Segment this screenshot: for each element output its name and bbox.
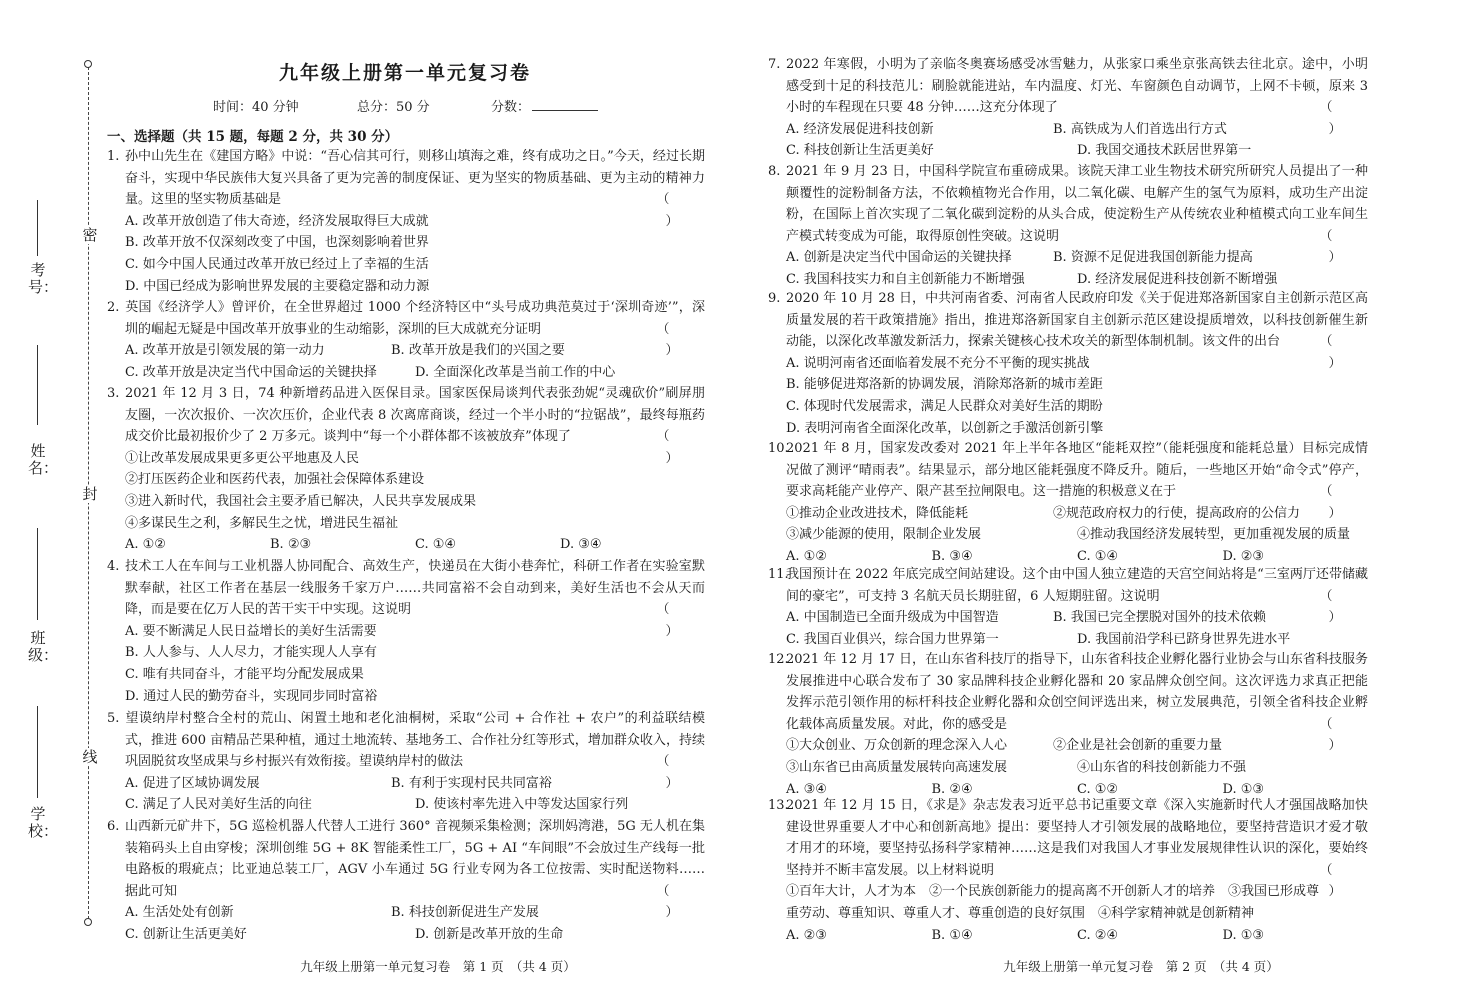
option-d[interactable]: D. 我国前沿学科已跻身世界先进水平 xyxy=(1077,631,1291,647)
exam-title: 九年级上册第一单元复习卷 xyxy=(278,62,531,84)
option-c[interactable]: C. ②④ xyxy=(1077,927,1119,943)
question-stem: 2022 年寒假，小明为了亲临冬奥赛场感受冰雪魅力，从张家口乘坐京张高铁去往北京。途中，小明感受到十足的科技范儿：刷脸就能进站，车内温度、灯光、车窗颜色自动调节，上网不卡顿，原来 3 小时的车程现在只要 48 分钟……这充分体现了 xyxy=(786,57,1368,116)
option-d[interactable]: D. ①③ xyxy=(1222,781,1265,797)
option-d[interactable]: D. 表明河南省全面深化改革，以创新之手激活创新引擎 xyxy=(786,420,1104,436)
statement-1: ①推动企业改进技术，降低能耗 xyxy=(786,505,969,521)
seal-line-top-dot xyxy=(84,60,92,68)
question-number: 13. xyxy=(768,798,789,813)
option-c[interactable]: C. 如今中国人民通过改革开放已经过上了幸福的生活 xyxy=(125,256,429,272)
option-b[interactable]: B. 人人参与、人人尽力，才能实现人人享有 xyxy=(125,645,377,661)
option-c[interactable]: C. 科技创新让生活更美好 xyxy=(786,143,934,159)
question-3 xyxy=(107,383,705,556)
option-c[interactable]: C. 我国科技实力和自主创新能力不断增强 xyxy=(786,271,1025,287)
option-c[interactable]: C. 满足了人民对美好生活的向往 xyxy=(125,797,312,813)
question-number: 1. xyxy=(107,149,120,164)
option-d[interactable]: D. 创新是改革开放的生命 xyxy=(415,926,564,942)
option-a[interactable]: A. 要不断满足人民日益增长的美好生活需要 xyxy=(125,623,377,639)
question-stem: 我国预计在 2022 年底完成空间站建设。这个由中国人独立建造的天宫空间站将是“三室两厅还带储藏间的豪宅”，可支持 3 名航天员长期驻留，6 人短期驻留。这说明 xyxy=(786,567,1368,604)
option-d[interactable]: D. 经济发展促进科技创新不断增强 xyxy=(1077,271,1278,287)
question-stem: 英国《经济学人》曾评价，在全世界超过 1000 个经济特区中“头号成功典范莫过于‘深圳奇迹’”，深圳的崛起无疑是中国改革开放事业的生动缩影，深圳的巨大成就充分证明 xyxy=(125,300,705,337)
seal-char-mi: 密 xyxy=(82,226,98,244)
option-a[interactable]: A. 改革开放创造了伟大奇迹，经济发展取得巨大成就 xyxy=(125,213,429,229)
question-7 xyxy=(768,54,1368,162)
answer-bracket[interactable]: （ ） xyxy=(1319,716,1360,754)
question-stem: 2021 年 12 月 15 日，《求是》杂志发表习近平总书记重要文章《深入实施新时代人才强国战略加快建设世界重要人才中心和创新高地》提出：要坚持人才引领发展的战略地位，要坚持营造识才爱才敬才用才的环境，要坚持弘扬科学家精神……这是我们对我国人才事业发展规律性认识的深化，要始终坚持并不断丰富发展。以上材料说明 xyxy=(786,798,1368,878)
question-10 xyxy=(768,438,1368,568)
answer-bracket[interactable]: （ ） xyxy=(656,602,697,639)
option-b[interactable]: B. 我国已完全摆脱对国外的技术依赖 xyxy=(1053,610,1266,626)
statement-4: ④多谋民生之利，多解民生之忧，增进民生福祉 xyxy=(125,515,399,531)
option-a[interactable]: A. 创新是决定当代中国命运的关键抉择 xyxy=(786,250,1012,266)
question-stem: 技术工人在车间与工业机器人协同配合、高效生产，快递员在大街小巷奔忙，科研工作者在实验室默默奉献，社区工作者在基层一线服务千家万户……共同富裕不会自动到来，美好生活也不会从天而降，而是要在亿万人民的苦干实干中实现。这说明 xyxy=(125,559,705,618)
answer-bracket[interactable]: （ ） xyxy=(656,883,697,921)
exam-time: 时间：40 分钟 xyxy=(213,100,299,115)
answer-bracket[interactable]: （ ） xyxy=(656,429,697,466)
question-number: 9. xyxy=(768,291,781,306)
option-c[interactable]: C. 我国百业俱兴，综合国力世界第一 xyxy=(786,631,999,647)
question-number: 3. xyxy=(107,386,120,401)
option-d[interactable]: D. 全面深化改革是当前工作的中心 xyxy=(415,364,616,380)
question-2 xyxy=(107,297,705,383)
statement-1: ①大众创业、万众创新的理念深入人心 xyxy=(786,738,1008,754)
question-number: 2. xyxy=(107,300,120,315)
student-name-blank[interactable] xyxy=(37,345,38,425)
statement-2: ②企业是社会创新的重要力量 xyxy=(1053,738,1223,754)
option-a[interactable]: A. ①② xyxy=(125,537,166,553)
option-b[interactable]: B. 高铁成为人们首选出行方式 xyxy=(1053,121,1227,137)
class-blank[interactable] xyxy=(37,528,38,620)
option-c[interactable]: C. ①② xyxy=(1077,781,1119,797)
question-6 xyxy=(107,816,705,946)
question-1 xyxy=(107,146,705,297)
question-number: 6. xyxy=(107,819,120,834)
option-b[interactable]: B. ②④ xyxy=(931,781,973,797)
exam-number-blank[interactable] xyxy=(37,200,38,256)
question-number: 8. xyxy=(768,164,781,179)
option-a[interactable]: A. 经济发展促进科技创新 xyxy=(786,121,934,137)
answer-bracket[interactable]: （ ） xyxy=(1319,334,1360,371)
option-b[interactable]: B. 有利于实现村民共同富裕 xyxy=(391,775,552,791)
statement-3: ③减少能源的使用，限制企业发展 xyxy=(786,527,982,543)
seal-line-bottom-dot xyxy=(84,918,92,926)
option-b[interactable]: B. 能够促进郑洛新的协调发展，消除郑洛新的城市差距 xyxy=(786,377,1103,393)
question-9 xyxy=(768,288,1368,439)
score-label: 分数： xyxy=(491,100,531,115)
question-stem: 孙中山先生在《建国方略》中说：“吾心信其可行，则移山填海之难，终有成功之日。”今天，经过长期奋斗，实现中华民族伟大复兴具备了更为完善的制度保证、更为坚实的物质基础、更为主动的精神力量。这里的坚实物质基础是 xyxy=(125,149,705,208)
question-stem: 山西新元矿井下，5G 巡检机器人代替人工进行 360° 音视频采集检测；深圳妈湾港，5G 无人机在集装箱码头上自由穿梭；深圳创维 5G + 8K 智能柔性工厂，5G + AI “车间眼”不会放过生产线每一批电路板的瑕疵点；比亚迪总装工厂，AGV 小车通过 5G 行业专网为各工位按需、实时配送物料……据此可知 xyxy=(125,819,705,899)
statement-1: ①让改革发展成果更多更公平地惠及人民 xyxy=(125,450,360,466)
statement-2: ②打压医药企业和医药代表，加强社会保障体系建设 xyxy=(125,472,425,488)
school-label: 学校： xyxy=(28,805,59,840)
page-footer: 九年级上册第一单元复习卷 第 1 页 （共 4 页） xyxy=(300,959,576,974)
question-stem: 2021 年 9 月 23 日，中国科学院宣布重磅成果。该院天津工业生物技术研究所研究人员提出了一种颠覆性的淀粉制备方法，不依赖植物光合作用，以二氧化碳、电解产生的氢气为原料，成功生产出淀粉，在国际上首次实现了二氧化碳到淀粉的从头合成，使淀粉生产从传统农业种植模式向工业车间生产模式转变成为可能，取得原创性突破。这说明 xyxy=(786,164,1368,244)
question-stem: 2021 年 12 月 3 日，74 种新增药品进入医保目录。国家医保局谈判代表张劲妮“灵魂砍价”刷屏朋友圈，一次次报价、一次次压价，企业代表 8 次离席商谈，经过一个半小时的“拉锯战”，最终每瓶药成交价比最初报价少了 2 万多元。谈判中“每一个小群体都不该被放弃”体现了 xyxy=(125,386,705,445)
option-d[interactable]: D. 通过人民的勤劳奋斗，实现同步同时富裕 xyxy=(125,688,378,704)
option-d[interactable]: D. 我国交通技术跃居世界第一 xyxy=(1077,143,1252,159)
option-b[interactable]: B. 改革开放是我们的兴国之要 xyxy=(391,343,565,359)
question-stem: 2021 年 12 月 17 日，在山东省科技厅的指导下，山东省科技企业孵化器行业协会与山东省科技服务发展推进中心联合发布了 30 家品牌科技企业孵化器和 20 家品牌众创空间。这次评选力求真正把能发挥示范引领作用的标杆科技企业孵化器和众创空间评选出来，树立发展典范，引领全省科技企业孵化载体高质量发展。对此，你的感受是 xyxy=(786,652,1368,732)
option-d[interactable]: D. ②③ xyxy=(1222,548,1265,564)
option-c[interactable]: C. ①④ xyxy=(415,537,457,553)
answer-bracket[interactable]: （ ） xyxy=(1319,862,1360,900)
answer-bracket[interactable]: （ ） xyxy=(656,192,697,229)
option-c[interactable]: C. 体现时代发展需求，满足人民群众对美好生活的期盼 xyxy=(786,398,1103,414)
question-number: 10. xyxy=(768,441,789,456)
score-blank[interactable] xyxy=(532,98,598,111)
question-13 xyxy=(768,795,1368,946)
statement-3: ③山东省已由高质量发展转向高速发展 xyxy=(786,759,1008,775)
exam-page-1 xyxy=(0,0,736,999)
option-d[interactable]: D. 中国已经成为影响世界发展的主要稳定器和动力源 xyxy=(125,278,430,294)
option-b[interactable]: B. ③④ xyxy=(931,548,973,564)
answer-bracket[interactable]: （ ） xyxy=(1319,100,1360,137)
question-number: 7. xyxy=(768,57,781,72)
question-4 xyxy=(107,556,705,707)
page-footer: 九年级上册第一单元复习卷 第 2 页 （共 4 页） xyxy=(1003,959,1279,974)
option-a[interactable]: A. 促进了区域协调发展 xyxy=(125,775,260,791)
section-title: 一、选择题（共 15 题，每题 2 分，共 30 分） xyxy=(107,129,399,145)
answer-bracket[interactable]: （ ） xyxy=(1319,588,1360,626)
answer-bracket[interactable]: （ ） xyxy=(1319,228,1360,266)
statement-4: ④山东省的科技创新能力不强 xyxy=(1077,759,1247,775)
option-a[interactable]: A. 中国制造已全面升级成为中国智造 xyxy=(786,610,999,626)
answer-bracket[interactable]: （ ） xyxy=(656,754,697,791)
question-12 xyxy=(768,649,1368,800)
exam-page-2 xyxy=(736,0,1473,999)
option-b[interactable]: B. ②③ xyxy=(270,537,312,553)
exam-total-score: 总分：50 分 xyxy=(357,100,430,115)
student-name-label: 姓名： xyxy=(28,442,59,477)
option-b[interactable]: B. 科技创新促进生产发展 xyxy=(391,905,539,921)
question-number: 4. xyxy=(107,559,120,574)
option-c[interactable]: C. 唯有共同奋斗，才能平均分配发展成果 xyxy=(125,666,364,682)
question-stem: 2021 年 8 月，国家发改委对 2021 年上半年各地区“能耗双控”（能耗强度和能耗总量）目标完成情况做了测评“晴雨表”。结果显示，部分地区能耗强度不降反升。随后，一些地区开始“命令式”停产，要求高耗能产业停产、限产甚至拉闸限电。这一措施的积极意义在于 xyxy=(786,441,1368,500)
option-a[interactable]: A. ①② xyxy=(786,548,827,564)
seal-char-xian: 线 xyxy=(82,748,98,766)
option-b[interactable]: B. 改革开放不仅深刻改变了中国，也深刻影响着世界 xyxy=(125,235,429,251)
option-c[interactable]: C. 改革开放是决定当代中国命运的关键抉择 xyxy=(125,364,377,380)
option-a[interactable]: A. 生活处处有创新 xyxy=(125,905,234,921)
question-8 xyxy=(768,161,1368,291)
question-number: 11. xyxy=(768,567,789,582)
option-c[interactable]: C. 创新让生活更美好 xyxy=(125,926,247,942)
option-d[interactable]: D. ①③ xyxy=(1222,927,1265,943)
question-stem: 2020 年 10 月 28 日，中共河南省委、河南省人民政府印发《关于促进郑洛新国家自主创新示范区高质量发展的若干政策措施》指出，推进郑洛新国家自主创新示范区建设提质增效，以科技创新催生新动能，以深化改革激发新活力，探索关键核心技术攻关的新型体制机制。该文件的出台 xyxy=(786,291,1368,350)
answer-bracket[interactable]: （ ） xyxy=(656,321,697,359)
exam-number-label: 考号： xyxy=(28,261,59,296)
option-d[interactable]: D. ③④ xyxy=(560,537,602,553)
statement-4: ④推动我国经济发展转型，更加重视发展的质量 xyxy=(1077,527,1351,543)
option-a[interactable]: A. ③④ xyxy=(786,781,827,797)
question-number: 12. xyxy=(768,652,789,667)
statement-2: ②规范政府权力的行使，提高政府的公信力 xyxy=(1053,505,1301,521)
option-c[interactable]: C. ①④ xyxy=(1077,548,1119,564)
question-11 xyxy=(768,564,1368,650)
option-d[interactable]: D. 使该村率先进入中等发达国家行列 xyxy=(415,797,629,813)
school-blank[interactable] xyxy=(37,706,38,798)
question-stem: 望谟纳岸村整合全村的荒山、闲置土地和老化油桐树，采取“公司 + 合作社 + 农户”的利益联结模式，推进 600 亩精品芒果种植，通过土地流转、基地务工、合作社分红等形式，增加群众收入，持续巩固脱贫攻坚成果与乡村振兴有效衔接。望谟纳岸村的做法 xyxy=(125,711,705,770)
question-5 xyxy=(107,708,705,816)
class-label: 班级： xyxy=(28,629,59,664)
statement-3: ③进入新时代，我国社会主要矛盾已解决，人民共享发展成果 xyxy=(125,493,477,509)
seal-char-feng: 封 xyxy=(82,485,98,503)
statements: ①百年大计，人才为本 ②一个民族创新能力的提高离不开创新人才的培养 ③我国已形成尊重劳动、尊重知识、尊重人才、尊重创造的良好氛围 ④科学家精神就是创新精神 xyxy=(786,884,1320,921)
option-a[interactable]: A. 说明河南省还面临着发展不充分不平衡的现实挑战 xyxy=(786,355,1090,371)
answer-bracket[interactable]: （ ） xyxy=(1319,484,1360,521)
question-number: 5. xyxy=(107,711,120,726)
option-b[interactable]: B. ①④ xyxy=(931,927,973,943)
option-b[interactable]: B. 资源不足促进我国创新能力提高 xyxy=(1053,250,1253,266)
score-field xyxy=(491,96,598,115)
option-a[interactable]: A. 改革开放是引领发展的第一动力 xyxy=(125,343,325,359)
option-a[interactable]: A. ②③ xyxy=(786,927,827,943)
